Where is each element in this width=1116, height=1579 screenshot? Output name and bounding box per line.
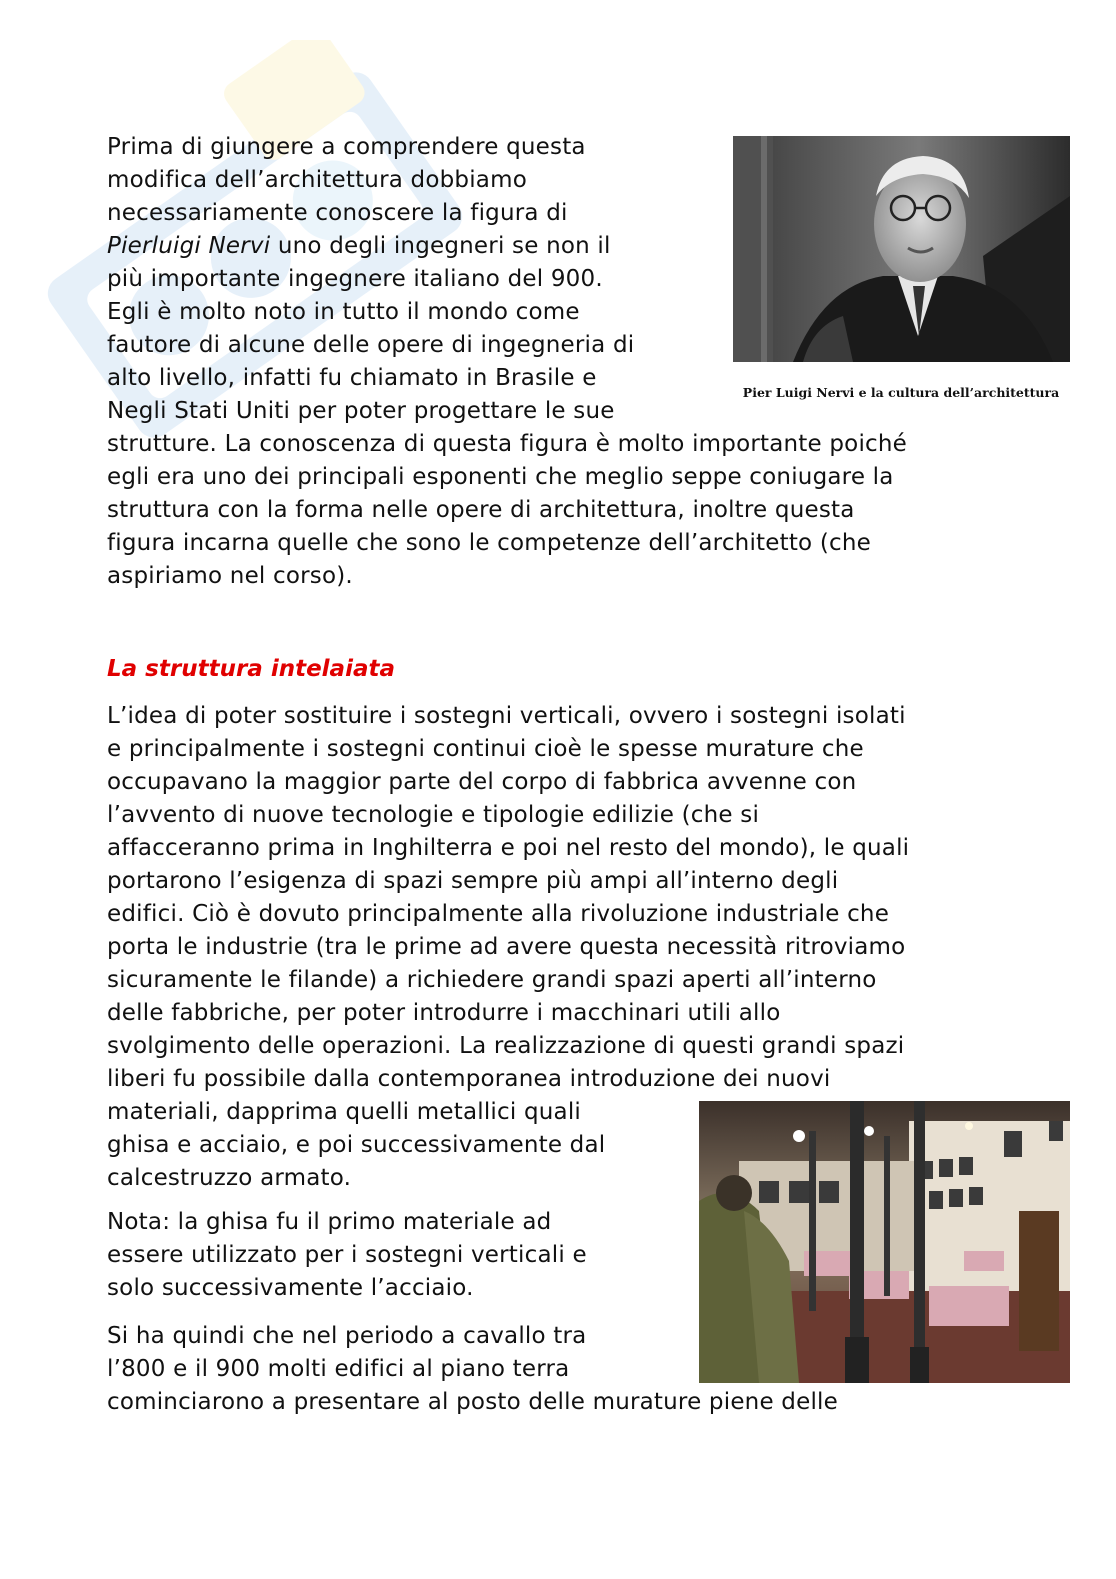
- text-line: porta le industrie (tra le prime ad avere questa necessità ritroviamo: [107, 934, 906, 960]
- text-line: delle fabbriche, per poter introdurre i macchinari utili allo: [107, 1000, 781, 1026]
- text-line: l’800 e il 900 molti edifici al piano terra: [107, 1356, 570, 1382]
- text-line: affacceranno prima in Inghilterra e poi nel resto del mondo), le quali: [107, 835, 910, 861]
- intro-paragraph: [107, 131, 907, 593]
- text-line: necessariamente conoscere la figura di: [107, 200, 568, 226]
- text-line: egli era uno dei principali esponenti che meglio seppe coniugare la: [107, 464, 894, 490]
- text-line: ghisa e acciaio, e poi successivamente dal: [107, 1132, 606, 1158]
- text-line: figura incarna quelle che sono le competenze dell’architetto (che: [107, 530, 871, 556]
- text-line: Prima di giungere a comprendere questa: [107, 134, 586, 160]
- text-line: L’idea di poter sostituire i sostegni verticali, ovvero i sostegni isolati: [107, 703, 906, 729]
- portrait-caption: Pier Luigi Nervi e la cultura dell’architettura: [742, 385, 1060, 400]
- text-line: portarono l’esigenza di spazi sempre più ampi all’interno degli: [107, 868, 839, 894]
- text-line: Negli Stati Uniti per poter progettare le sue: [107, 398, 615, 424]
- text-line: solo successivamente l’acciaio.: [107, 1275, 474, 1301]
- text-line: svolgimento delle operazioni. La realizzazione di questi grandi spazi: [107, 1033, 905, 1059]
- note-paragraph: [107, 1206, 587, 1305]
- text-line: Egli è molto noto in tutto il mondo come: [107, 299, 580, 325]
- text-line: Si ha quindi che nel periodo a cavallo tra: [107, 1323, 587, 1349]
- emphasized-name: Pierluigi Nervi: [107, 233, 271, 259]
- text-line: [107, 230, 907, 263]
- text-line: materiali, dapprima quelli metallici quali: [107, 1099, 582, 1125]
- interior-photo: [699, 1101, 1070, 1383]
- text-line: cominciarono a presentare al posto delle murature piene delle: [107, 1389, 838, 1415]
- text-line: più importante ingegnere italiano del 900.: [107, 266, 603, 292]
- text-line: e principalmente i sostegni continui cioè le spesse murature che: [107, 736, 864, 762]
- text-line: l’avvento di nuove tecnologie e tipologie edilizie (che si: [107, 802, 760, 828]
- text-line: struttura con la forma nelle opere di architettura, inoltre questa: [107, 497, 855, 523]
- text-fragment: uno degli ingegneri se non il: [277, 233, 611, 259]
- text-line: essere utilizzato per i sostegni verticali e: [107, 1242, 587, 1268]
- text-line: liberi fu possibile dalla contemporanea introduzione dei nuovi: [107, 1066, 831, 1092]
- text-line: alto livello, infatti fu chiamato in Brasile e: [107, 365, 597, 391]
- text-line: calcestruzzo armato.: [107, 1165, 352, 1191]
- text-line: sicuramente le filande) a richiedere grandi spazi aperti all’interno: [107, 967, 877, 993]
- text-line: strutture. La conoscenza di questa figura è molto importante poiché: [107, 431, 908, 457]
- text-line: fautore di alcune delle opere di ingegneria di: [107, 332, 635, 358]
- text-line: edifici. Ciò è dovuto principalmente alla rivoluzione industriale che: [107, 901, 890, 927]
- text-line: Nota: la ghisa fu il primo materiale ad: [107, 1209, 552, 1235]
- text-line: occupavano la maggior parte del corpo di fabbrica avvenne con: [107, 769, 857, 795]
- text-line: aspiriamo nel corso).: [107, 563, 353, 589]
- text-line: modifica dell’architettura dobbiamo: [107, 167, 527, 193]
- section-heading: La struttura intelaiata: [107, 656, 395, 682]
